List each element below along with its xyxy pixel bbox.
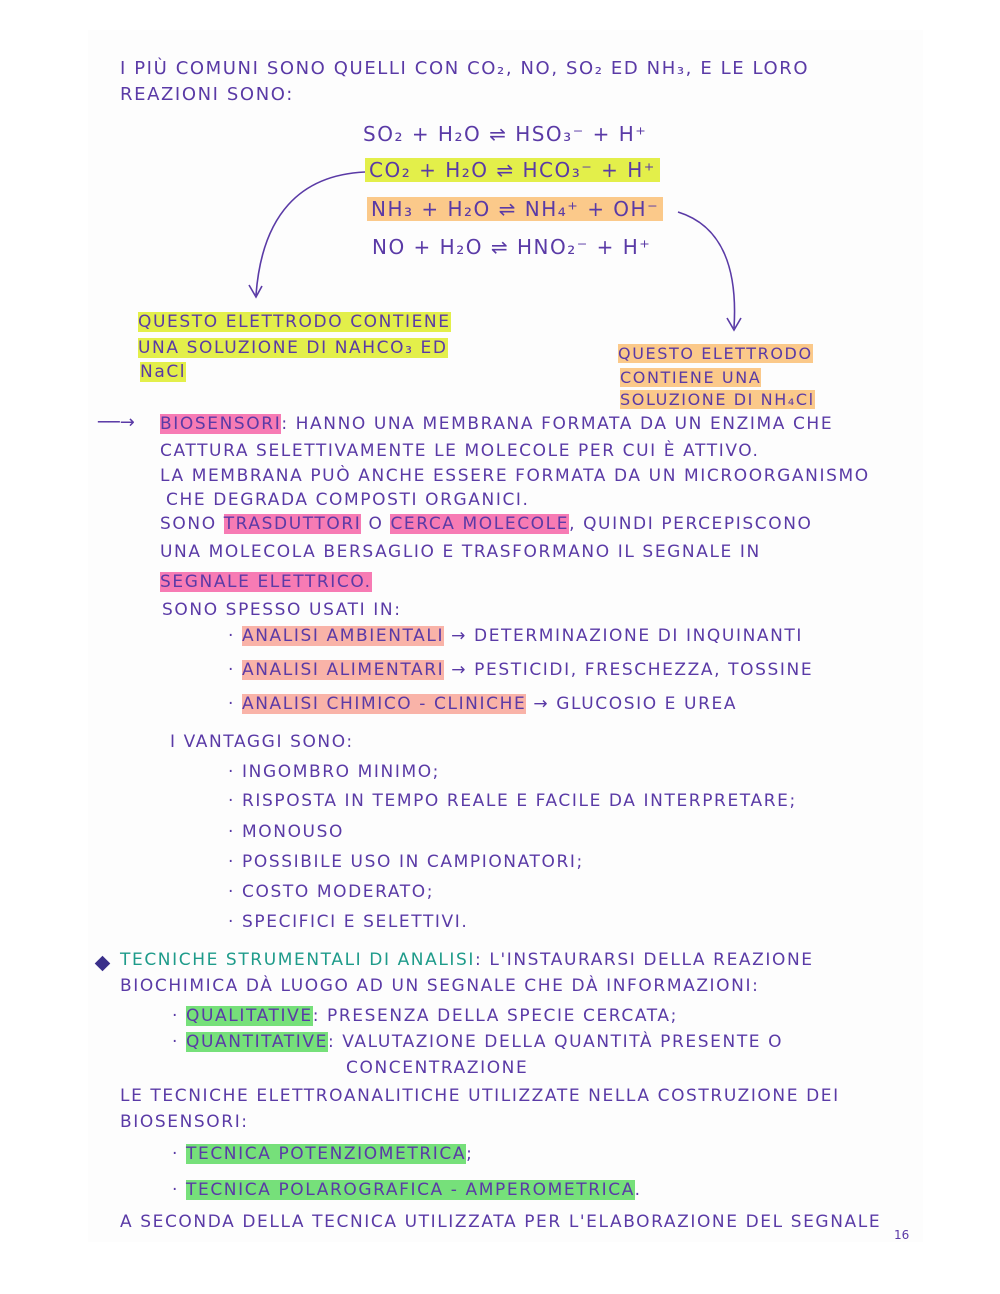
line5-c: , QUINDI PERCEPISCONO — [569, 514, 813, 534]
use-desc: PESTICIDI, FRESCHEZZA, TOSSINE — [474, 660, 814, 680]
reaction-co2: CO₂ + H₂O ⇌ HCO₃⁻ + H⁺ — [365, 158, 660, 182]
tecnica-1-end: ; — [466, 1144, 474, 1164]
arrow-to-left-electrode — [256, 172, 365, 295]
vantaggi-item: · INGOMBRO MINIMO; — [228, 762, 441, 782]
quantitative-desc: : VALUTAZIONE DELLA QUANTITÀ PRESENTE O — [327, 1032, 784, 1052]
line5-b: O — [368, 514, 384, 534]
electrode-right-line-1: QUESTO ELETTRODO — [618, 344, 813, 363]
tecnica-polarografica: · TECNICA POLAROGRAFICA - AMPEROMETRICA. — [172, 1180, 642, 1200]
elettro-line-2: BIOSENSORI: — [120, 1112, 249, 1132]
elettro-line-1: LE TECNICHE ELETTROANALITICHE UTILIZZATE NELLA COSTRUZIONE DEI — [120, 1086, 840, 1106]
use-term: ANALISI ALIMENTARI — [242, 660, 445, 680]
arrowhead-left — [249, 285, 262, 297]
arrow-to-right-electrode — [678, 212, 735, 328]
qualitative-term: QUALITATIVE — [186, 1006, 313, 1026]
quantitative-term: QUANTITATIVE — [186, 1032, 328, 1052]
reaction-so2: SO₂ + H₂O ⇌ HSO₃⁻ + H⁺ — [363, 122, 648, 146]
segnale-elettrico-term: SEGNALE ELETTRICO. — [160, 572, 372, 592]
tecniche-line-1 — [120, 950, 814, 970]
biosensori-line-3: LA MEMBRANA PUÒ ANCHE ESSERE FORMATA DA UN MICROORGANISMO — [160, 466, 870, 486]
vantaggi-item: · POSSIBILE USO IN CAMPIONATORI; — [228, 852, 584, 872]
trasduttori-term: TRASDUTTORI — [223, 514, 362, 534]
vantaggi-title: I VANTAGGI SONO: — [170, 732, 354, 752]
reaction-nh3: NH₃ + H₂O ⇌ NH₄⁺ + OH⁻ — [367, 197, 663, 221]
biosensori-line-2: CATTURA SELETTIVAMENTE LE MOLECOLE PER CUI È ATTIVO. — [160, 441, 760, 461]
biosensori-line-4: CHE DEGRADA COMPOSTI ORGANICI. — [166, 490, 530, 510]
vantaggi-item-text: RISPOSTA IN TEMPO REALE E FACILE DA INTERPRETARE; — [242, 791, 797, 811]
tecnica-2-end: . — [634, 1180, 642, 1200]
tecnica-potenziometrica: · TECNICA POTENZIOMETRICA; — [172, 1144, 474, 1164]
vantaggi-item-text: COSTO MODERATO; — [242, 882, 435, 902]
electrode-right-line-3: SOLUZIONE DI NH₄Cl — [620, 390, 815, 409]
quantitative-desc-2: CONCENTRAZIONE — [346, 1058, 529, 1078]
vantaggi-item-text: SPECIFICI E SELETTIVI. — [242, 912, 469, 932]
biosensori-line-1-rest: : HANNO UNA MEMBRANA FORMATA DA UN ENZIMA CHE — [281, 414, 834, 434]
reaction-no: NO + H₂O ⇌ HNO₂⁻ + H⁺ — [372, 235, 652, 259]
biosensori-line-5 — [160, 514, 813, 534]
tecniche-line-2: BIOCHIMICA DÀ LUOGO AD UN SEGNALE CHE DÀ INFORMAZIONI: — [120, 976, 760, 996]
vantaggi-item: · COSTO MODERATO; — [228, 882, 435, 902]
biosensori-line-1 — [160, 414, 833, 434]
use-term: ANALISI CHIMICO - CLINICHE — [242, 694, 527, 714]
arrow-icon: → — [119, 412, 135, 433]
qualitative-desc: : PRESENZA DELLA SPECIE CERCATA; — [312, 1006, 678, 1026]
electrode-right-line-2: CONTIENE UNA — [620, 368, 762, 387]
electrode-left-line-1: QUESTO ELETTRODO CONTIENE — [138, 312, 451, 332]
quantitative-item: · QUANTITATIVE: VALUTAZIONE DELLA QUANTITÀ PRESENTE O — [172, 1032, 784, 1052]
electrode-left-line-3: NaCl — [140, 362, 187, 382]
vantaggi-item: · SPECIFICI E SELETTIVI. — [228, 912, 469, 932]
arrow-icon: → — [451, 626, 467, 646]
cerca-molecole-term: CERCA MOLECOLE — [390, 514, 570, 534]
tecniche-line-1-rest: : L'INSTAURARSI DELLA REAZIONE — [475, 950, 814, 970]
use-desc: GLUCOSIO E UREA — [556, 694, 738, 714]
page-number: 16 — [894, 1228, 910, 1242]
vantaggi-item: · RISPOSTA IN TEMPO REALE E FACILE DA INTERPRETARE; — [228, 791, 797, 811]
tecniche-title: TECNICHE STRUMENTALI DI ANALISI — [120, 950, 476, 970]
arrow-icon: → — [451, 660, 468, 680]
arrow-icon: → — [533, 694, 550, 714]
intro-line-1: I PIÙ COMUNI SONO QUELLI CON CO₂, NO, SO₂ ED NH₃, E LE LORO — [120, 58, 810, 79]
line5-a: SONO — [160, 514, 217, 534]
last-line: A SECONDA DELLA TECNICA UTILIZZATA PER L'ELABORAZIONE DEL SEGNALE — [120, 1212, 882, 1232]
tecnica-2-term: TECNICA POLAROGRAFICA - AMPEROMETRICA — [186, 1180, 635, 1200]
use-item-ambientali: · ANALISI AMBIENTALI → DETERMINAZIONE DI INQUINANTI — [228, 626, 804, 646]
use-item-cliniche: · ANALISI CHIMICO - CLINICHE → GLUCOSIO E UREA — [228, 694, 738, 714]
biosensori-arrow: ──→ — [98, 412, 135, 433]
intro-line-2: REAZIONI SONO: — [120, 84, 294, 105]
tecnica-1-term: TECNICA POTENZIOMETRICA — [186, 1144, 467, 1164]
vantaggi-item-text: INGOMBRO MINIMO; — [242, 762, 441, 782]
qualitative-item: · QUALITATIVE: PRESENZA DELLA SPECIE CERCATA; — [172, 1006, 678, 1026]
vantaggi-item-text: POSSIBILE USO IN CAMPIONATORI; — [242, 852, 584, 872]
biosensori-line-6: UNA MOLECOLA BERSAGLIO E TRASFORMANO IL SEGNALE IN — [160, 542, 761, 562]
biosensori-term: BIOSENSORI — [160, 414, 282, 434]
use-desc: DETERMINAZIONE DI INQUINANTI — [474, 626, 804, 646]
vantaggi-item-text: MONOUSO — [242, 822, 344, 842]
use-item-alimentari: · ANALISI ALIMENTARI → PESTICIDI, FRESCHEZZA, TOSSINE — [228, 660, 814, 680]
biosensori-line-8: SONO SPESSO USATI IN: — [162, 600, 402, 620]
vantaggi-item: · MONOUSO — [228, 822, 344, 842]
use-term: ANALISI AMBIENTALI — [242, 626, 445, 646]
electrode-left-line-2: UNA SOLUZIONE DI NAHCO₃ ED — [138, 338, 448, 358]
